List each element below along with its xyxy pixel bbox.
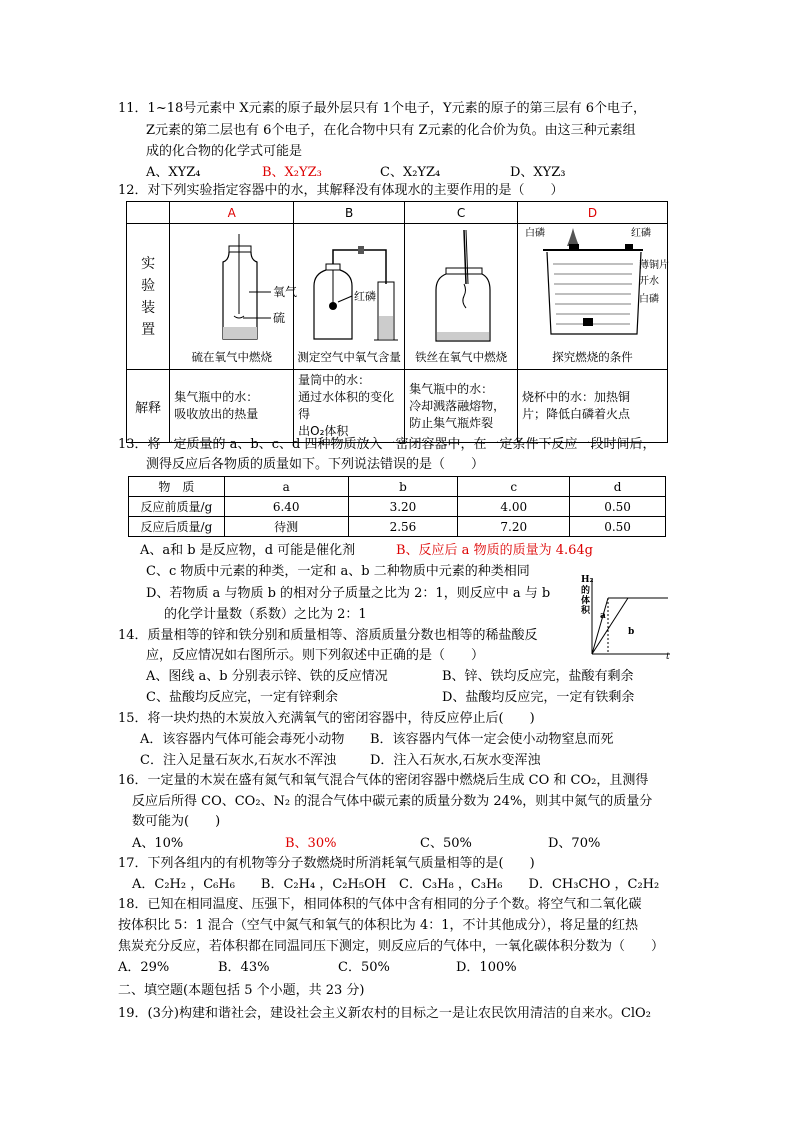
mass-table: 物 质 a b c d 反应前质量/g 6.40 3.20 4.00 0.50 反应后质量/g 待测 2.56 7.20 0.50 xyxy=(128,476,666,537)
q13-option-c: C、c 物质中元素的种类，一定和 a、b 二种物质中元素的种类相同 xyxy=(146,564,530,579)
combustion-conditions-figure xyxy=(519,224,667,346)
apparatus-a xyxy=(170,224,297,370)
q11-option-d: D、XYZ₃ xyxy=(510,165,566,180)
q15-option-a: A．该容器内气体可能会毒死小动物 xyxy=(140,732,345,747)
q13-line2: 测得反应后各物质的质量如下。下列说法错误的是（ ） xyxy=(146,457,485,472)
q12-stem: 12．对下列实验指定容器中的水，其解释没有体现水的主要作用的是（ ） xyxy=(118,183,564,198)
q11-option-a: A、XYZ₄ xyxy=(146,165,201,180)
q13-option-a: A、a和 b 是反应物，d 可能是催化剂 xyxy=(140,543,356,558)
q18-option-d: D．100% xyxy=(456,960,517,975)
graph-line-a xyxy=(592,598,608,654)
col-header-b: B xyxy=(294,202,405,224)
iron-wire-figure xyxy=(406,224,516,346)
q11-line3: 成的化合物的化学式可能是 xyxy=(146,144,303,159)
label-white-phosphorus-top: 白磷 xyxy=(524,228,545,239)
apparatus-d xyxy=(518,224,668,370)
q19-line1: 19．(3分)构建和谐社会，建设社会主义新农村的目标之一是让农民饮用清洁的自来水。ClO₂ xyxy=(118,1006,651,1021)
q13-option-d-line2: 的化学计量数（系数）之比为 2：1 xyxy=(164,607,367,622)
graph-ylabel-h2: H₂ xyxy=(581,575,594,585)
label-copper-sheet: 薄铜片 xyxy=(638,260,669,271)
caption-b: 测定空气中氧气含量 xyxy=(297,350,401,364)
q16-option-a: A、10% xyxy=(132,836,184,851)
label-red-phosphorus-d: 红磷 xyxy=(630,228,651,239)
row-label-explanation: 解释 xyxy=(127,370,170,443)
q15-stem: 15．将一块灼热的木炭放入充满氧气的密闭容器中，待反应停止后( ) xyxy=(118,711,535,726)
caption-c: 铁丝在氧气中燃烧 xyxy=(415,350,508,364)
oxygen-content-figure xyxy=(294,224,404,346)
hydrogen-volume-graph xyxy=(574,572,674,660)
row-label-apparatus: 实 验 装 置 xyxy=(127,224,170,370)
q18-option-a: A．29% xyxy=(118,960,170,975)
q18-line1: 18．已知在相同温度、压强下，相同体积的气体中含有相同的分子个数。将空气和二氧化碳 xyxy=(118,897,642,912)
graph-xlabel: t xyxy=(666,652,670,662)
label-oxygen: 氧气 xyxy=(272,285,297,299)
sulfur-combustion-figure xyxy=(171,224,297,346)
table-row: 反应后质量/g 待测 2.56 7.20 0.50 xyxy=(129,517,666,537)
q14-option-c: C、盐酸均反应完，一定有锌剩余 xyxy=(146,690,338,705)
q17-options: A．C₂H₂ ，C₆H₆ B．C₂H₄ ，C₂H₅OH C．C₃H₈ ，C₃H₆ D．CH₃CHO ，C₂H₂ xyxy=(132,877,660,892)
explanation-d: 烧杯中的水：加热铜 片；降低白磷着火点 xyxy=(518,370,668,443)
q17-stem: 17．下列各组内的有机物等分子数燃烧时所消耗氧气质量相等的是( ) xyxy=(118,856,535,871)
q11-line1: 11．1~18号元素中 X元素的原子最外层只有 1个电子，Y元素的原子的第三层有 6个电子， xyxy=(118,101,647,116)
q13-option-b: B、反应后 a 物质的质量为 4.64g xyxy=(396,543,593,558)
q18-line2: 按体积比 5：1 混合（空气中氮气和氧气的体积比为 4：1，不计其他成分），将足量的红热 xyxy=(118,918,638,933)
explanation-a: 集气瓶中的水： 吸收放出的热量 xyxy=(170,370,294,443)
q18-line3: 焦炭充分反应，若体积都在同温同压下测定，则反应后的气体中，一氧化碳体积分数为（ ） xyxy=(118,939,665,954)
q16-option-d: D、70% xyxy=(548,836,601,851)
apparatus-b xyxy=(294,224,405,370)
q13-line1: 13．将一定质量的 a、b、c、d 四种物质放入一密闭容器中，在一定条件下反应一段时间后， xyxy=(118,437,656,452)
svg-text:积: 积 xyxy=(581,606,591,616)
explanation-b: 量筒中的水： 通过水体积的变化得 出O₂体积 xyxy=(294,370,405,443)
explanation-c: 集气瓶中的水： 冷却溅落融熔物， 防止集气瓶炸裂 xyxy=(405,370,518,443)
q14-line1: 14．质量相等的锌和铁分别和质量相等、溶质质量分数也相等的稀盐酸反 xyxy=(118,628,538,643)
apparatus-c xyxy=(405,224,518,370)
graph-line-b xyxy=(592,598,628,654)
q14-option-a: A、图线 a、b 分别表示锌、铁的反应情况 xyxy=(146,669,388,684)
table-row: 反应前质量/g 6.40 3.20 4.00 0.50 xyxy=(129,497,666,517)
q14-option-b: B、锌、铁均反应完，盐酸有剩余 xyxy=(442,669,634,684)
mass-table-header: 物 质 xyxy=(129,477,225,497)
q16-line1: 16．一定量的木炭在盛有氮气和氧气混合气体的密闭容器中燃烧后生成 CO 和 CO₂，且测得 xyxy=(118,773,649,788)
q16-option-b: B、30% xyxy=(285,836,337,851)
caption-d: 探究燃烧的条件 xyxy=(552,350,633,364)
experiment-table xyxy=(126,201,668,443)
q13-option-d-line1: D、若物质 a 与物质 b 的相对分子质量之比为 2：1，则反应中 a 与 b xyxy=(146,586,551,601)
col-header-d: D xyxy=(518,202,668,224)
caption-a: 硫在氧气中燃烧 xyxy=(191,350,272,364)
col-header-c: C xyxy=(405,202,518,224)
q15-option-d: D．注入石灰水,石灰水变浑浊 xyxy=(370,753,541,768)
q16-line2: 反应后所得 CO、CO₂、N₂ 的混合气体中碳元素的质量分数为 24%，则其中氮气的质量分 xyxy=(132,794,653,809)
q18-option-b: B．43% xyxy=(218,960,270,975)
q11-option-b: B、X₂YZ₃ xyxy=(262,165,322,180)
q14-line2: 应，反应情况如右图所示。则下列叙述中正确的是（ ） xyxy=(146,648,485,663)
label-red-phosphorus: 红磷 xyxy=(354,290,377,303)
label-sulfur: 硫 xyxy=(272,311,285,325)
graph-label-b: b xyxy=(628,627,635,637)
q16-line3: 数可能为( ) xyxy=(132,814,221,829)
q15-option-b: B．该容器内气体一定会使小动物窒息而死 xyxy=(370,732,614,747)
col-header-a: A xyxy=(170,202,294,224)
section-heading: 二、填空题(本题包括 5 个小题，共 23 分) xyxy=(118,983,365,998)
label-white-phosphorus-bottom: 白磷 xyxy=(638,294,659,305)
q14-option-d: D、盐酸均反应完，一定有铁剩余 xyxy=(442,690,635,705)
q16-option-c: C、50% xyxy=(420,836,472,851)
graph-label-a: a xyxy=(600,611,606,621)
q11-line2: Z元素的第二层也有 6个电子，在化合物中只有 Z元素的化合价为负。由这三种元素组 xyxy=(146,123,636,138)
q15-option-c: C．注入足量石灰水,石灰水不浑浊 xyxy=(140,753,337,768)
label-hot-water: 开水 xyxy=(638,276,659,287)
svg-text:体: 体 xyxy=(581,596,591,606)
q18-option-c: C．50% xyxy=(338,960,390,975)
svg-text:的: 的 xyxy=(581,586,591,596)
q11-option-c: C、X₂YZ₄ xyxy=(380,165,441,180)
